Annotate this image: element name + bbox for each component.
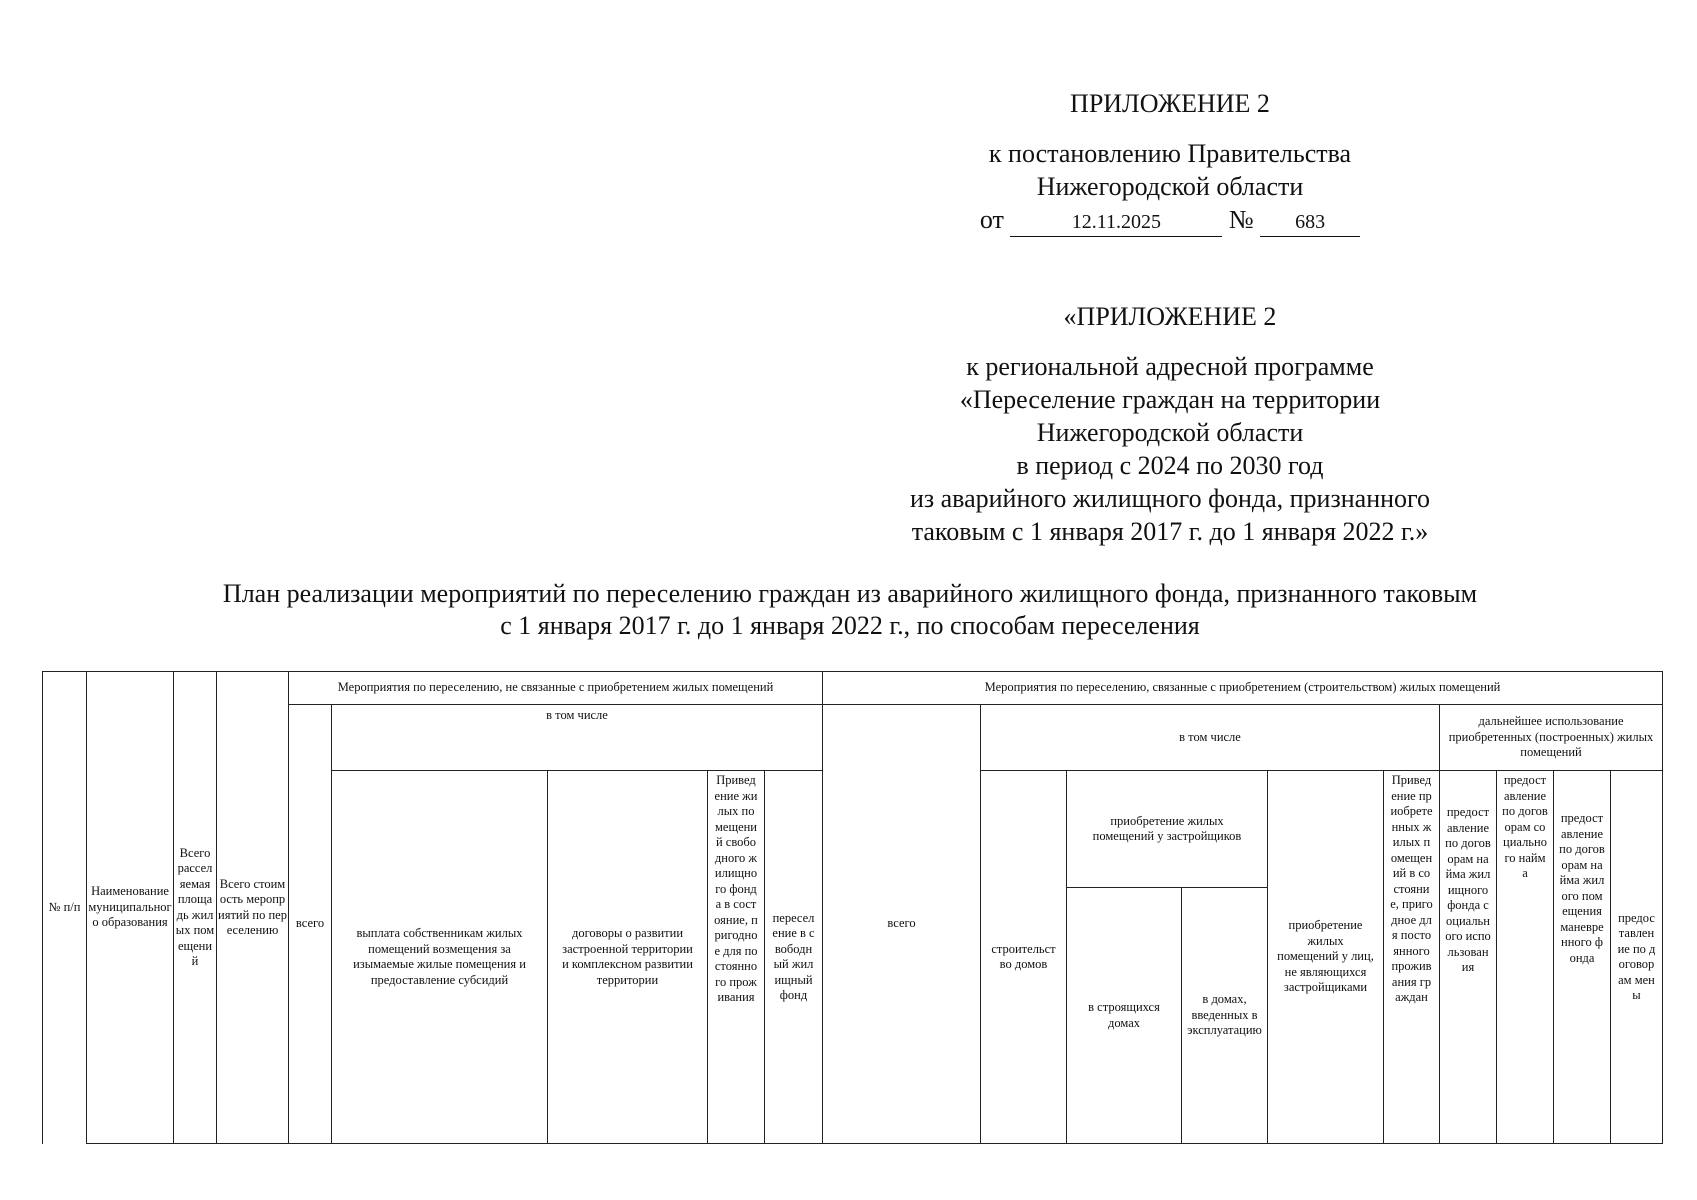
a-header-bringing: Приведение приобретенных жилых помещений в состояние, пригодное для постоянного проживания граждан	[1383, 771, 1439, 1144]
decree-reference-line2: Нижегородской области	[1036, 172, 1304, 201]
na-header-including: в том числе	[331, 705, 822, 771]
program-appendix-line: Нижегородской области	[1036, 418, 1304, 447]
na-header-agreements: договоры о развитии застроенной территории и комплексном развитии территории	[547, 771, 707, 1144]
group-header-not-acquisition: Мероприятия по переселению, не связанные с приобретением жилых помещений	[288, 672, 822, 705]
program-appendix-line: таковым с 1 января 2017 г. до 1 января 2022 г.»	[911, 517, 1429, 546]
fu-header-social-hire: предоставление по договорам социального найма	[1496, 771, 1553, 1144]
fu-header-exchange: предоставление по договорам мены	[1610, 771, 1662, 1144]
further-use-header: дальнейшее использование приобретенных (построенных) жилых помещений	[1439, 705, 1662, 771]
decree-number: 683	[1260, 208, 1360, 237]
fu-header-maneuverable: предоставление по договорам найма жилого помещения маневренного фонда	[1553, 771, 1610, 1144]
resettlement-plan-table	[42, 671, 1663, 1144]
decree-date-number-line	[860, 203, 1480, 237]
a-header-commissioned: в домах, введенных в эксплуатацию	[1181, 888, 1267, 1144]
a-header-including: в том числе	[980, 705, 1439, 771]
plan-title-line2: с 1 января 2017 г. до 1 января 2022 г., по способам переселения	[500, 611, 1200, 640]
a-header-under-construction: в строящихся домах	[1066, 888, 1181, 1144]
a-header-total: всего	[822, 705, 980, 1144]
a-header-construction: строительство домов	[980, 771, 1066, 1144]
program-appendix-line: к региональной адресной программе	[966, 352, 1374, 381]
fu-header-social-use: предоставление по договорам найма жилищного фонда социального использования	[1439, 771, 1496, 1144]
decree-reference-line1: к постановлению Правительства	[988, 139, 1352, 168]
date-prefix: от	[979, 205, 1004, 234]
a-header-from-developers: приобретение жилых помещений у застройщиков	[1066, 771, 1267, 888]
plan-title-line1: План реализации мероприятий по переселению граждан из аварийного жилищного фонда, признанного таковым	[222, 579, 1478, 608]
col-header-total-cost: Всего стоимость мероприятий по переселению	[216, 672, 288, 1144]
program-appendix-line: из аварийного жилищного фонда, признанного	[909, 484, 1431, 513]
na-header-payment: выплата собственникам жилых помещений возмещения за изымаемые жилые помещения и предоставление субсидий	[331, 771, 547, 1144]
group-header-acquisition: Мероприятия по переселению, связанные с приобретением (строительством) жилых помещений	[822, 672, 1662, 705]
na-header-resettlement: переселение в свободный жилищный фонд	[764, 771, 822, 1144]
col-header-area: Всего расселяемая площадь жилых помещений	[173, 672, 216, 1144]
program-appendix-title: «ПРИЛОЖЕНИЕ 2	[1063, 302, 1277, 331]
na-header-bringing: Приведение жилых помещений свободного жилищного фонда в состояние, пригодное для постоянного проживания	[707, 771, 764, 1144]
na-header-total: всего	[288, 705, 331, 1144]
decree-date: 12.11.2025	[1010, 208, 1222, 237]
number-sign: №	[1228, 205, 1254, 234]
program-appendix-line: в период с 2024 по 2030 год	[1016, 451, 1324, 480]
appendix-title: ПРИЛОЖЕНИЕ 2	[1070, 89, 1270, 118]
col-header-municipality: Наименование муниципального образования	[86, 672, 173, 1144]
a-header-from-non-developers: приобретение жилых помещений у лиц, не являющихся застройщиками	[1267, 771, 1383, 1144]
program-appendix-line: «Переселение граждан на территории	[959, 385, 1381, 414]
col-header-number: № п/п	[42, 672, 86, 1144]
